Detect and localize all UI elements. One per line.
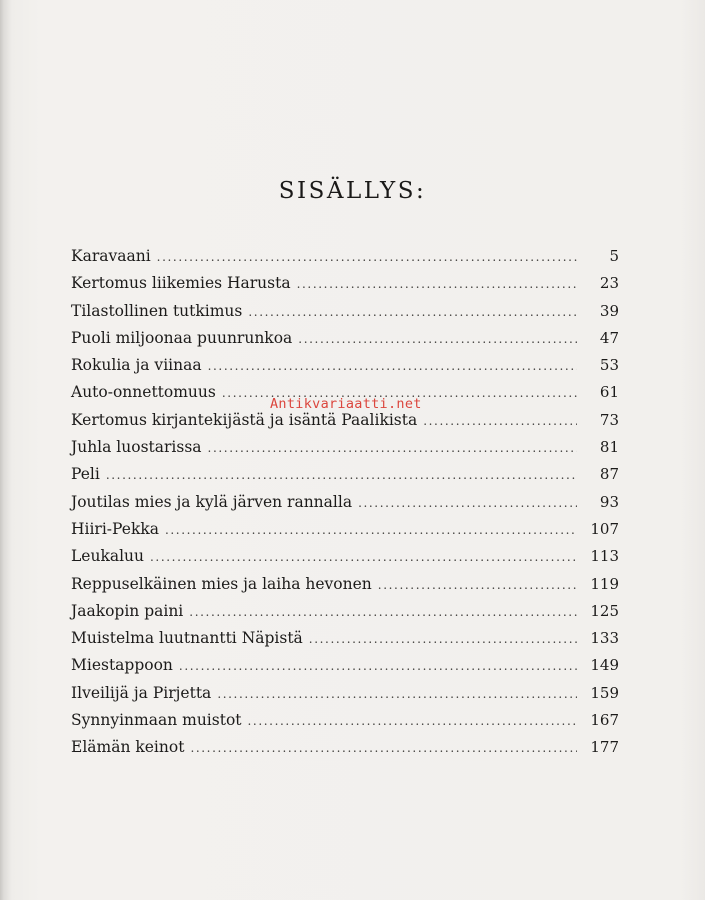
toc-entry-page: 5 [609, 247, 619, 265]
dot-leader [189, 599, 577, 626]
dot-leader [217, 681, 577, 708]
toc-entry-page: 81 [599, 438, 619, 457]
dot-leader [423, 408, 577, 435]
toc-entry-title: Rokulia ja viinaa [71, 356, 202, 375]
toc-entry-page: 113 [590, 547, 619, 566]
dot-leader [378, 572, 577, 599]
dot-leader [298, 326, 577, 353]
dot-leader [358, 490, 577, 517]
toc-entry-title: Jaakopin paini [71, 601, 184, 620]
toc-entry-page: 107 [590, 519, 619, 538]
dot-leader [106, 462, 577, 489]
dot-leader [190, 735, 577, 762]
toc-entry-title: Muistelma luutnantti Näpistä [71, 629, 303, 648]
dot-leader [208, 435, 577, 462]
toc-entry-title: Puoli miljoonaa puunrunkoa [71, 328, 293, 347]
dot-leader [179, 653, 577, 680]
toc-entry-page: 23 [599, 274, 619, 293]
toc-entry-page: 133 [590, 629, 619, 648]
dot-leader [248, 708, 577, 735]
toc-entry-title: Miestappoon [71, 656, 173, 675]
toc-entry-title: Karavaani [71, 247, 151, 265]
toc-entry-title: Leukaluu [71, 547, 145, 566]
toc-entry-title: Ilveilijä ja Pirjetta [71, 683, 212, 702]
dot-leader [297, 271, 577, 298]
toc-entry-title: Peli [71, 465, 100, 484]
toc-entry-title: Juhla luostarissa [71, 438, 202, 457]
page-title: SISÄLLYS: [278, 178, 427, 204]
toc-entry-title: Hiiri-Pekka [71, 519, 159, 538]
toc-entry-page: 73 [599, 410, 619, 429]
toc-entry [71, 237, 619, 264]
watermark-text: Antikvariaatti.net [270, 396, 422, 412]
toc-entry-page: 125 [590, 601, 619, 620]
toc-entry-page: 47 [599, 328, 619, 347]
toc-entry-title: Auto-onnettomuus [71, 383, 216, 402]
dot-leader [150, 544, 577, 571]
toc-entry-title: Kertomus kirjantekijästä ja isäntä Paalikista [71, 410, 418, 429]
toc-entry-title: Reppuselkäinen mies ja laiha hevonen [71, 574, 372, 593]
toc-entry-page: 167 [590, 711, 619, 730]
table-of-contents [71, 237, 619, 756]
toc-entry-page: 149 [590, 656, 619, 675]
dot-leader [248, 299, 577, 326]
toc-entry-title: Tilastollinen tutkimus [71, 301, 243, 320]
toc-entry-title: Elämän keinot [71, 738, 185, 757]
dot-leader [309, 626, 577, 653]
toc-entry-page: 177 [590, 738, 619, 757]
toc-entry-title: Kertomus liikemies Harusta [71, 274, 291, 293]
toc-entry-page: 87 [599, 465, 619, 484]
dot-leader [208, 353, 577, 380]
toc-entry-title: Joutilas mies ja kylä järven rannalla [71, 492, 353, 511]
toc-entry-page: 53 [599, 356, 619, 375]
toc-entry-page: 93 [599, 492, 619, 511]
dot-leader [165, 517, 577, 544]
toc-entry-title: Synnyinmaan muistot [71, 711, 242, 730]
dot-leader [157, 244, 577, 271]
toc-entry-page: 119 [590, 574, 619, 593]
toc-entry-page: 159 [590, 683, 619, 702]
toc-entry-page: 61 [599, 383, 619, 402]
toc-entry-page: 39 [599, 301, 619, 320]
